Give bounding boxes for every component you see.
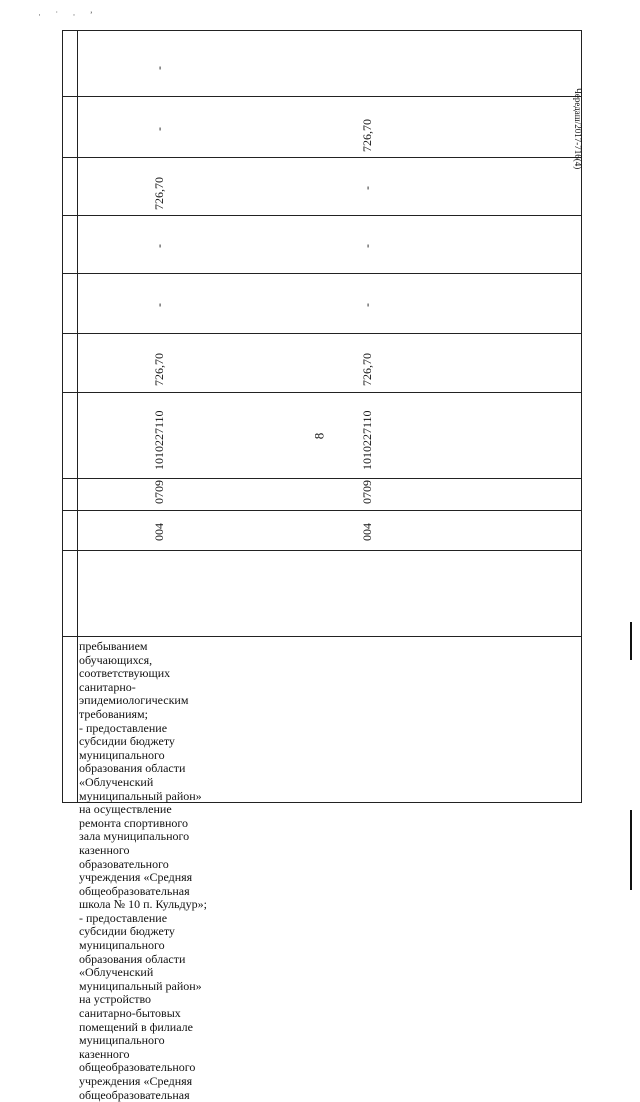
table-divider (62, 636, 582, 637)
row-col6: - (152, 244, 166, 248)
table-divider (62, 96, 582, 97)
description-line: зала муниципального (79, 829, 190, 844)
table-divider (62, 510, 582, 511)
description-line: муниципальный район» (79, 788, 202, 803)
description-line: субсидии бюджету (79, 734, 175, 749)
table-divider (62, 392, 582, 393)
row-code: 004 (152, 523, 166, 541)
description-line: муниципального (79, 938, 165, 953)
description-line: школа № 10 п. Кульдур»; (79, 897, 207, 912)
table-divider (62, 157, 582, 158)
document-code: Чередаш/2017-716(4) (573, 88, 583, 170)
description-line: требованиям; (79, 706, 148, 721)
description-cell (79, 639, 207, 1102)
description-line: соответствующих (79, 666, 171, 681)
row-col7: - (360, 186, 374, 190)
description-line: муниципального (79, 1033, 165, 1048)
row-section: 0709 (360, 480, 374, 504)
description-line: казенного (79, 1046, 130, 1061)
table-divider (62, 273, 582, 274)
row-target: 1010227110 (360, 410, 374, 470)
description-line: на устройство (79, 992, 152, 1007)
table-divider (62, 215, 582, 216)
row-col9: - (152, 66, 166, 70)
description-line: учреждения «Средняя (79, 870, 193, 885)
description-line: общеобразовательного (79, 1060, 196, 1075)
row-code: 004 (360, 523, 374, 541)
table-divider (77, 30, 78, 803)
description-line: на осуществление (79, 802, 172, 817)
description-line: помещений в филиале (79, 1019, 193, 1034)
description-line: казенного (79, 842, 130, 857)
description-line: - предоставление (79, 910, 168, 925)
description-line: образования области (79, 761, 186, 776)
table-divider (62, 550, 582, 551)
row-col7: 726,70 (152, 177, 166, 210)
description-line: - предоставление (79, 720, 168, 735)
scan-specks: · ˙ · ’ (38, 10, 99, 20)
description-line: пребыванием (79, 639, 148, 653)
row-col8: - (152, 127, 166, 131)
description-line: муниципального (79, 747, 165, 762)
row-col5: - (152, 303, 166, 307)
description-line: образовательного (79, 856, 169, 871)
table-divider (62, 333, 582, 334)
description-line: общеобразовательная (79, 1087, 190, 1102)
row-target: 1010227110 (152, 410, 166, 470)
row-col5: - (360, 303, 374, 307)
row-amount: 726,70 (360, 353, 374, 386)
description-line: санитарно-бытовых (79, 1006, 181, 1021)
description-line: эпидемиологическим (79, 693, 189, 708)
page-number: 8 (311, 432, 327, 440)
row-col8: 726,70 (360, 119, 374, 152)
description-line: образования области (79, 951, 186, 966)
description-line: ремонта спортивного (79, 815, 189, 830)
scan-edge-mark (630, 810, 632, 890)
description-line: учреждения «Средняя (79, 1074, 193, 1088)
table-divider (62, 478, 582, 479)
description-line: «Облученский (79, 965, 154, 980)
description-line: обучающихся, (79, 652, 153, 667)
scan-edge-mark (630, 622, 632, 660)
row-section: 0709 (152, 480, 166, 504)
row-col6: - (360, 244, 374, 248)
description-line: общеобразовательная (79, 883, 190, 898)
description-line: субсидии бюджету (79, 924, 175, 939)
description-line: «Облученский (79, 774, 154, 789)
description-line: санитарно- (79, 679, 136, 694)
description-line: муниципальный район» (79, 978, 202, 993)
row-amount: 726,70 (152, 353, 166, 386)
